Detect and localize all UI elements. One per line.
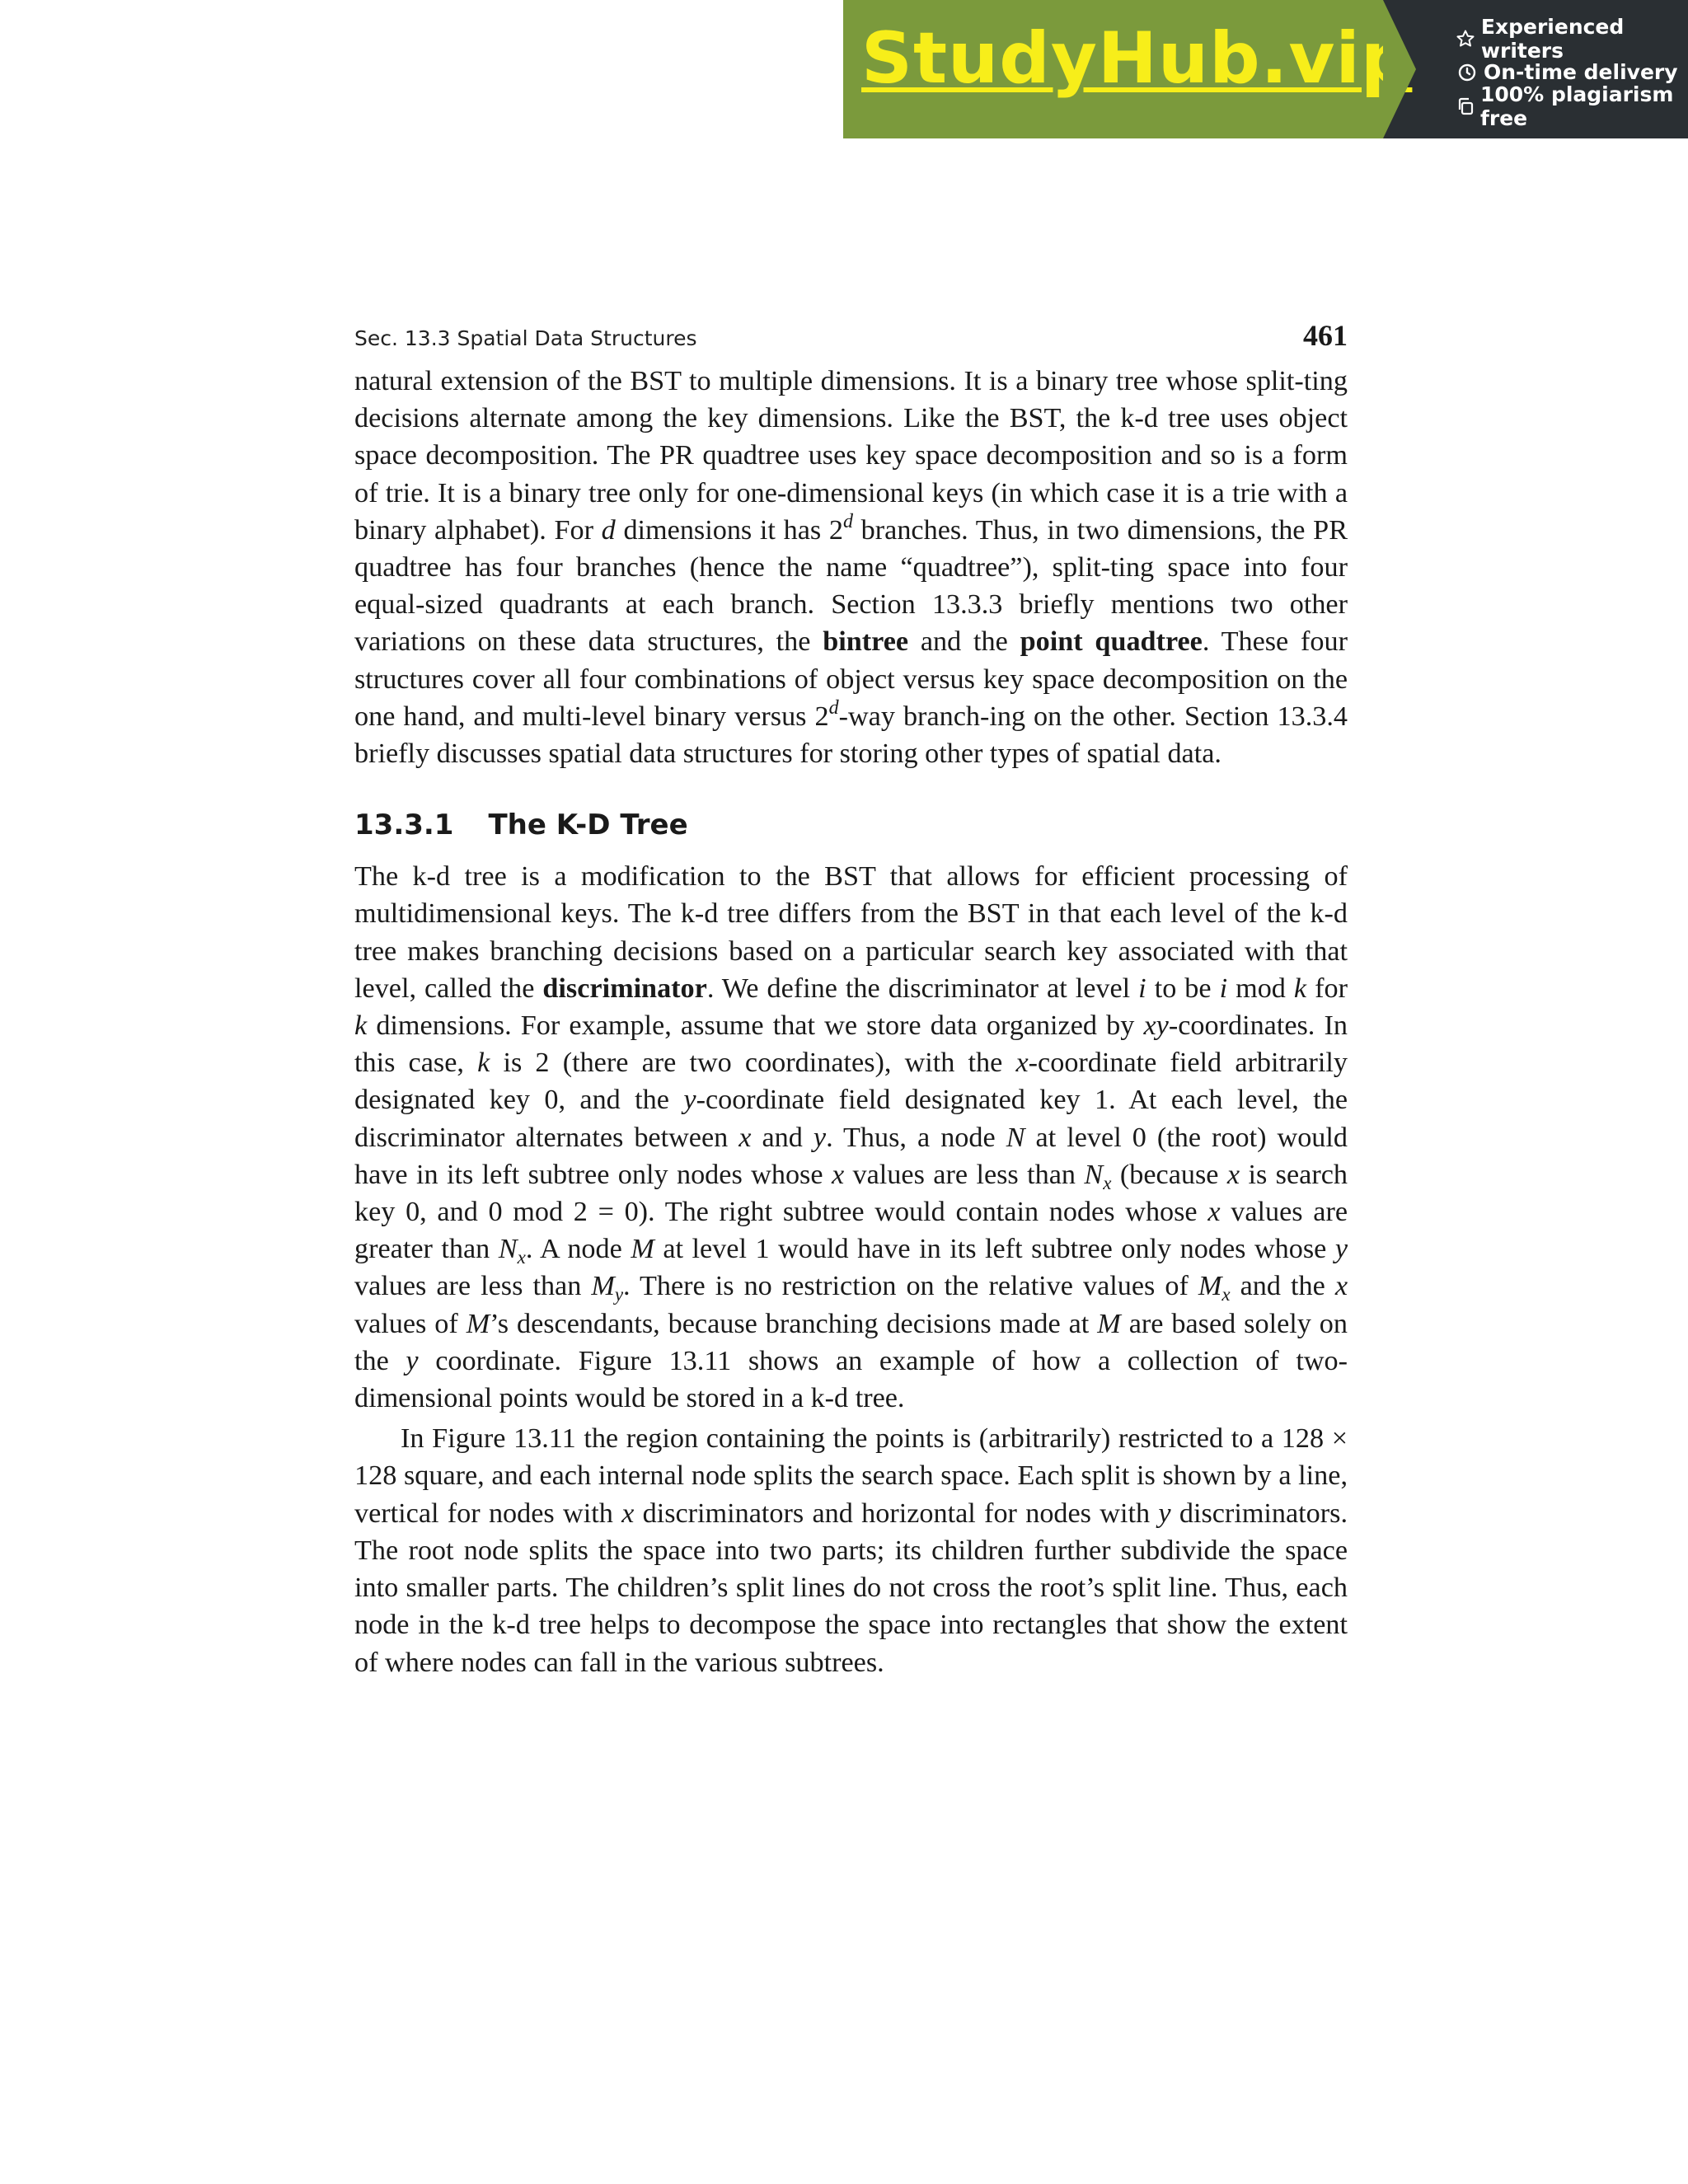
star-icon: [1456, 27, 1476, 50]
feature-experienced-writers: [1456, 14, 1688, 63]
banner-features: [1383, 0, 1688, 138]
copy-icon: [1456, 95, 1475, 118]
studyhub-logo[interactable]: [843, 0, 1413, 138]
paragraph-intro: natural extension of the BST to multiple dimensions. It is a binary tree whose split-ting decisions alternate among the key dimensions. Like the BST, the k-d tree uses object space decomposition. The PR quadtree uses key space decomposition and so is a form of trie. It is a binary tree only for one-dimensional keys (in which case it is a trie with a binary alphabet). For d dimensions it has 2$^d$ branches. Thus, in two dimensions, the PR quadtree has four branches (hence the name “quadtree”), split-ting space into four equal-sized quadrants at each branch. Section 13.3.3 briefly mentions two other variations on these data structures, the bintree and the point quadtree. These four structures cover all four combinations of object versus key space decomposition on the one hand, and multi-level binary versus 2$^d$-way branch-ing on the other. Section 13.3.4 briefly discusses spatial data structures for storing other types of spatial data.: [354, 366, 1348, 770]
feature-label: On-time delivery: [1484, 60, 1678, 84]
paragraph-kd-tree-definition: The k-d tree is a modification to the BST that allows for efficient processing of multidimensional keys. The k-d tree differs from the BST in that each level of the k-d tree makes branching decisions based on a particular search key associated with that level, called the discriminator. We define the discriminator at level i to be i mod k for k dimensions. For example, assume that we store data organized by xy-coordinates. In this case, k is 2 (there are two coordinates), with the x-coordinate field arbitrarily designated key 0, and the y-coordinate field designated key 1. At each level, the discriminator alternates between x and y. Thus, a node N at level 0 (the root) would have in its left subtree only nodes whose x values are less than $N_x$ (because x is search key 0, and 0 mod 2 = 0). The right subtree would contain nodes whose x values are greater than $N_x$. A node M at level 1 would have in its left subtree only nodes whose y values are less than $M_y$. There is no restriction on the relative values of $M_x$ and the x values of M’s descendants, because branching decisions made at M are based solely on the y coordinate. Figure 13.11 shows an example of how a collection of two-dimensional points would be stored in a k-d tree.: [354, 861, 1348, 1414]
paragraph-figure-explanation: In Figure 13.11 the region containing the points is (arbitrarily) restricted to a 128 × 128 square, and each internal node splits the search space. Each split is shown by a line, vertical for nodes with x discriminators and horizontal for nodes with y discriminators. The root node splits the space into two parts; its children further subdivide the space into smaller parts. The children’s split lines do not cross the root’s split line. Thus, each node in the k-d tree helps to decompose the space into rectangles that show the extent of where nodes can fall in the various subtrees.: [354, 1423, 1348, 1678]
promo-banner[interactable]: [843, 0, 1688, 138]
running-head: [354, 313, 1348, 363]
page-number: 461: [1303, 319, 1348, 352]
clock-icon: [1456, 61, 1479, 84]
book-page: [354, 313, 1348, 1681]
section-heading: [354, 808, 1348, 841]
feature-label: Experienced writers: [1480, 14, 1625, 63]
logo-text: StudyHub.vip: [861, 17, 1413, 100]
feature-label: 100% plagiarism free: [1480, 82, 1674, 130]
feature-plagiarism-free: [1456, 82, 1688, 130]
section-running-title: Sec. 13.3 Spatial Data Structures: [354, 326, 697, 350]
section-number: 13.3.1: [354, 808, 454, 842]
section-title: The K-D Tree: [488, 808, 688, 842]
